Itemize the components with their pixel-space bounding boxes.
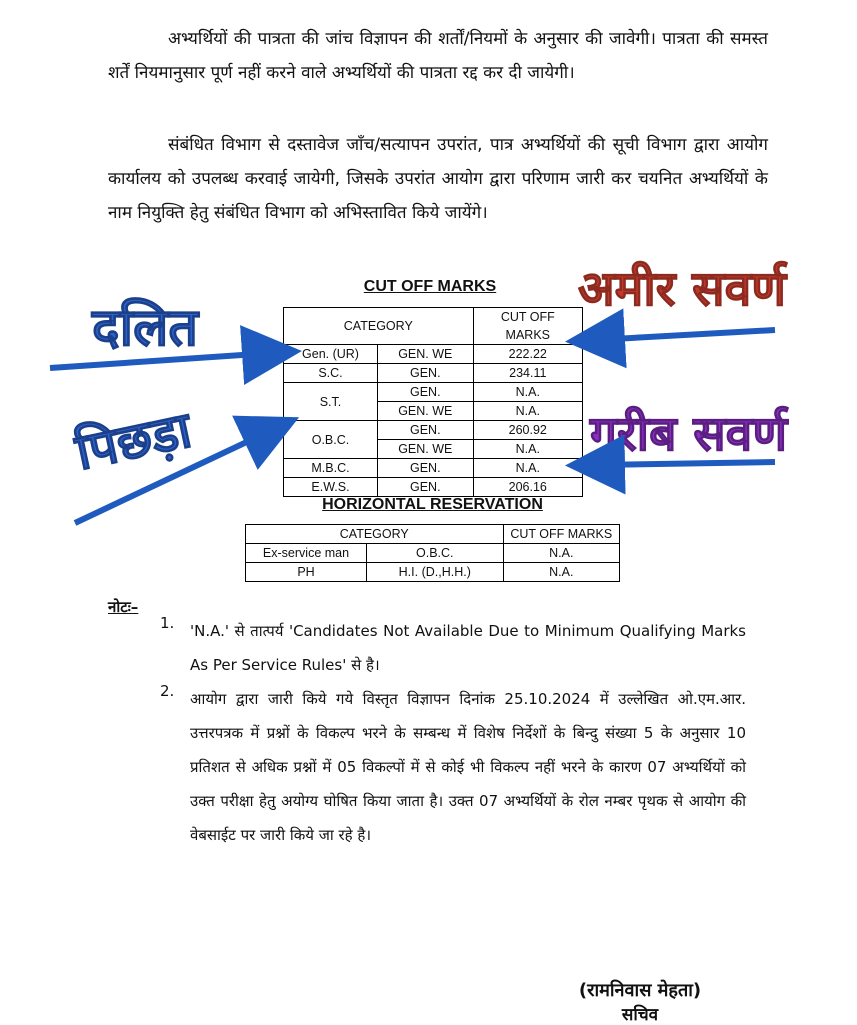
signature-designation: सचिव <box>621 1005 659 1025</box>
table-cell: O.B.C. <box>367 544 504 563</box>
arrow-amir-savarna <box>595 330 775 340</box>
table-cell: 222.22 <box>473 345 582 364</box>
overlay-garib-savarna: गरीब सवर्ण <box>590 406 788 462</box>
cutoff-title: CUT OFF MARKS <box>363 278 497 295</box>
arrow-dalit <box>50 353 272 368</box>
note-number-2: 2. <box>160 682 175 700</box>
table-cell: H.I. (D.,H.H.) <box>367 563 504 582</box>
table-cell: E.W.S. <box>284 478 378 497</box>
table-cell: GEN. <box>378 383 474 402</box>
horizontal-title: HORIZONTAL RESERVATION <box>322 496 543 513</box>
table-cell: S.T. <box>284 383 378 421</box>
header-category: CATEGORY <box>246 525 504 544</box>
overlay-amir-savarna: अमीर सवर्ण <box>578 261 786 317</box>
table-cell: GEN. WE <box>378 440 474 459</box>
header-marks: CUT OFF MARKS <box>503 525 619 544</box>
table-cell: Ex-service man <box>246 544 367 563</box>
table-cell: O.B.C. <box>284 421 378 459</box>
table-cell: M.B.C. <box>284 459 378 478</box>
table-cell: N.A. <box>473 440 582 459</box>
table-cell: N.A. <box>503 563 619 582</box>
overlay-dalit: दलित <box>92 298 198 358</box>
notes-title: नोटः– <box>108 598 139 616</box>
table-cell: Gen. (UR) <box>284 345 378 364</box>
table-cell: GEN. <box>378 421 474 440</box>
table-cell: PH <box>246 563 367 582</box>
table-cell: N.A. <box>473 383 582 402</box>
note-1: 'N.A.' से तात्पर्य 'Candidates Not Available Due to Minimum Qualifying Marks As Per Service Rules' से है। <box>190 622 746 674</box>
table-cell: S.C. <box>284 364 378 383</box>
table-cell: 260.92 <box>473 421 582 440</box>
table-cell: GEN. <box>378 364 474 383</box>
table-cell: GEN. WE <box>378 402 474 421</box>
note-number-1: 1. <box>160 614 175 632</box>
table-cell: N.A. <box>473 459 582 478</box>
paragraph-eligibility-text: अभ्यर्थियों की पात्रता की जांच विज्ञापन की शर्तों/नियमों के अनुसार की जावेगी। पात्रता की समस्त शर्तें नियमानुसार पूर्ण नहीं करने वाले अभ्यर्थियों की पात्रता रद्द कर दी जायेगी। <box>108 29 768 83</box>
table-cell: N.A. <box>503 544 619 563</box>
arrow-garib-savarna <box>595 462 775 465</box>
table-cell: GEN. WE <box>378 345 474 364</box>
table-cell: 234.11 <box>473 364 582 383</box>
arrow-pichhda <box>75 430 272 523</box>
table-cell: 206.16 <box>473 478 582 497</box>
table-cell: N.A. <box>473 402 582 421</box>
overlay-pichhda: पिछड़ा <box>70 400 197 482</box>
table-cell: GEN. <box>378 459 474 478</box>
header-marks: CUT OFF MARKS <box>473 308 582 345</box>
header-category: CATEGORY <box>284 308 474 345</box>
note-2: आयोग द्वारा जारी किये गये विस्तृत विज्ञापन दिनांक 25.10.2024 में उल्लेखित ओ.एम.आर. उत्तरपत्रक में प्रश्नों के विकल्प भरने के सम्बन्ध में विशेष निर्देशों के बिन्दु संख्या 5 के अनुसार 10 प्रतिशत से अधिक प्रश्नों में 05 विकल्पों में से कोई भी विकल्प नहीं भरने के कारण 07 अभ्यर्थियों को उक्त परीक्षा हेतु अयोग्य घोषित किया जाता है। उक्त 07 अभ्यर्थियों के रोल नम्बर पृथक से आयोग की वेबसाईट पर जारी किये जा रहे है। <box>190 690 746 844</box>
paragraph-documents-text: संबंधित विभाग से दस्तावेज जाँच/सत्यापन उपरांत, पात्र अभ्यर्थियों की सूची विभाग द्वारा आयोग कार्यालय को उपलब्ध करवाई जायेगी, जिसके उपरांत आयोग द्वारा परिणाम जारी कर चयनित अभ्यर्थियों के नाम नियुक्ति हेतु संबंधित विभाग को अभिस्तावित किये जायेंगे। <box>108 135 768 223</box>
signature-name: (रामनिवास मेहता) <box>578 980 702 1001</box>
table-cell: GEN. <box>378 478 474 497</box>
